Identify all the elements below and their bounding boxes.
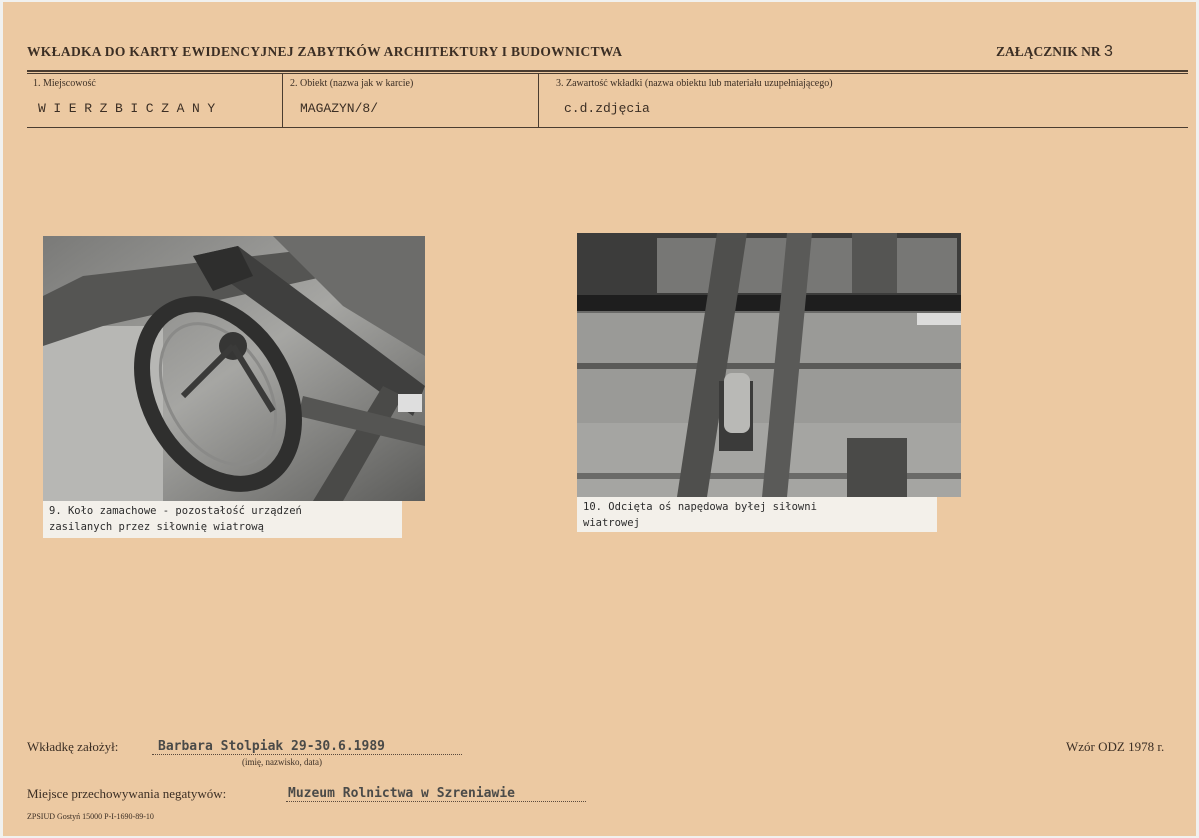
photo-10-caption — [577, 497, 937, 532]
field-divider-1 — [282, 74, 283, 127]
author-value: Barbara Stolpiak 29-30.6.1989 — [158, 739, 385, 754]
annex-number — [996, 43, 1113, 61]
storage-label: Miejsce przechowywania negatywów: — [27, 786, 227, 801]
photo-flywheel — [43, 236, 425, 501]
storage-value: Muzeum Rolnictwa w Szreniawie — [288, 786, 515, 801]
object-label: 2. Obiekt (nazwa jak w karcie) — [290, 78, 414, 89]
author-dotted-line — [152, 754, 462, 755]
annex-number-value: 3 — [1104, 43, 1113, 60]
document-title: WKŁADKA DO KARTY EWIDENCYJNEJ ZABYTKÓW ARCHITEKTURY I BUDOWNICTWA — [27, 44, 623, 59]
photo-drive-shaft — [577, 233, 961, 497]
author-hint: (imię, nazwisko, data) — [242, 757, 322, 767]
field-divider-2 — [538, 74, 539, 127]
header-rule-bottom — [27, 127, 1188, 128]
template-label: Wzór ODZ 1978 r. — [1066, 739, 1165, 754]
header-rule-top — [27, 70, 1188, 72]
locality-value: WIERZBICZANY — [38, 101, 223, 116]
storage-dotted-line — [286, 801, 586, 802]
annex-label: ZAŁĄCZNIK NR — [996, 44, 1101, 59]
photo-9-caption-line-1: 9. Koło zamachowe - pozostałość urządzeń — [49, 505, 302, 517]
locality-label: 1. Miejscowość — [33, 78, 96, 89]
object-value: MAGAZYN/8/ — [300, 101, 379, 116]
content-label: 3. Zawartość wkładki (nazwa obiektu lub materiału uzupełniającego) — [556, 78, 833, 89]
photo-9-caption — [43, 501, 402, 538]
header-rule-top-thin — [27, 73, 1188, 74]
photo-10-caption-line-2: wiatrowej — [583, 517, 640, 529]
photo-9-caption-line-2: zasilanych przez siłownię wiatrową — [49, 521, 264, 533]
photo-10-caption-line-1: 10. Odcięta oś napędowa byłej siłowni — [583, 501, 817, 513]
content-value: c.d.zdjęcia — [564, 101, 650, 116]
author-label: Wkładkę założył: — [27, 739, 119, 754]
printer-imprint: ZPSIUD Gostyń 15000 P-I-1690-89-10 — [27, 812, 154, 821]
